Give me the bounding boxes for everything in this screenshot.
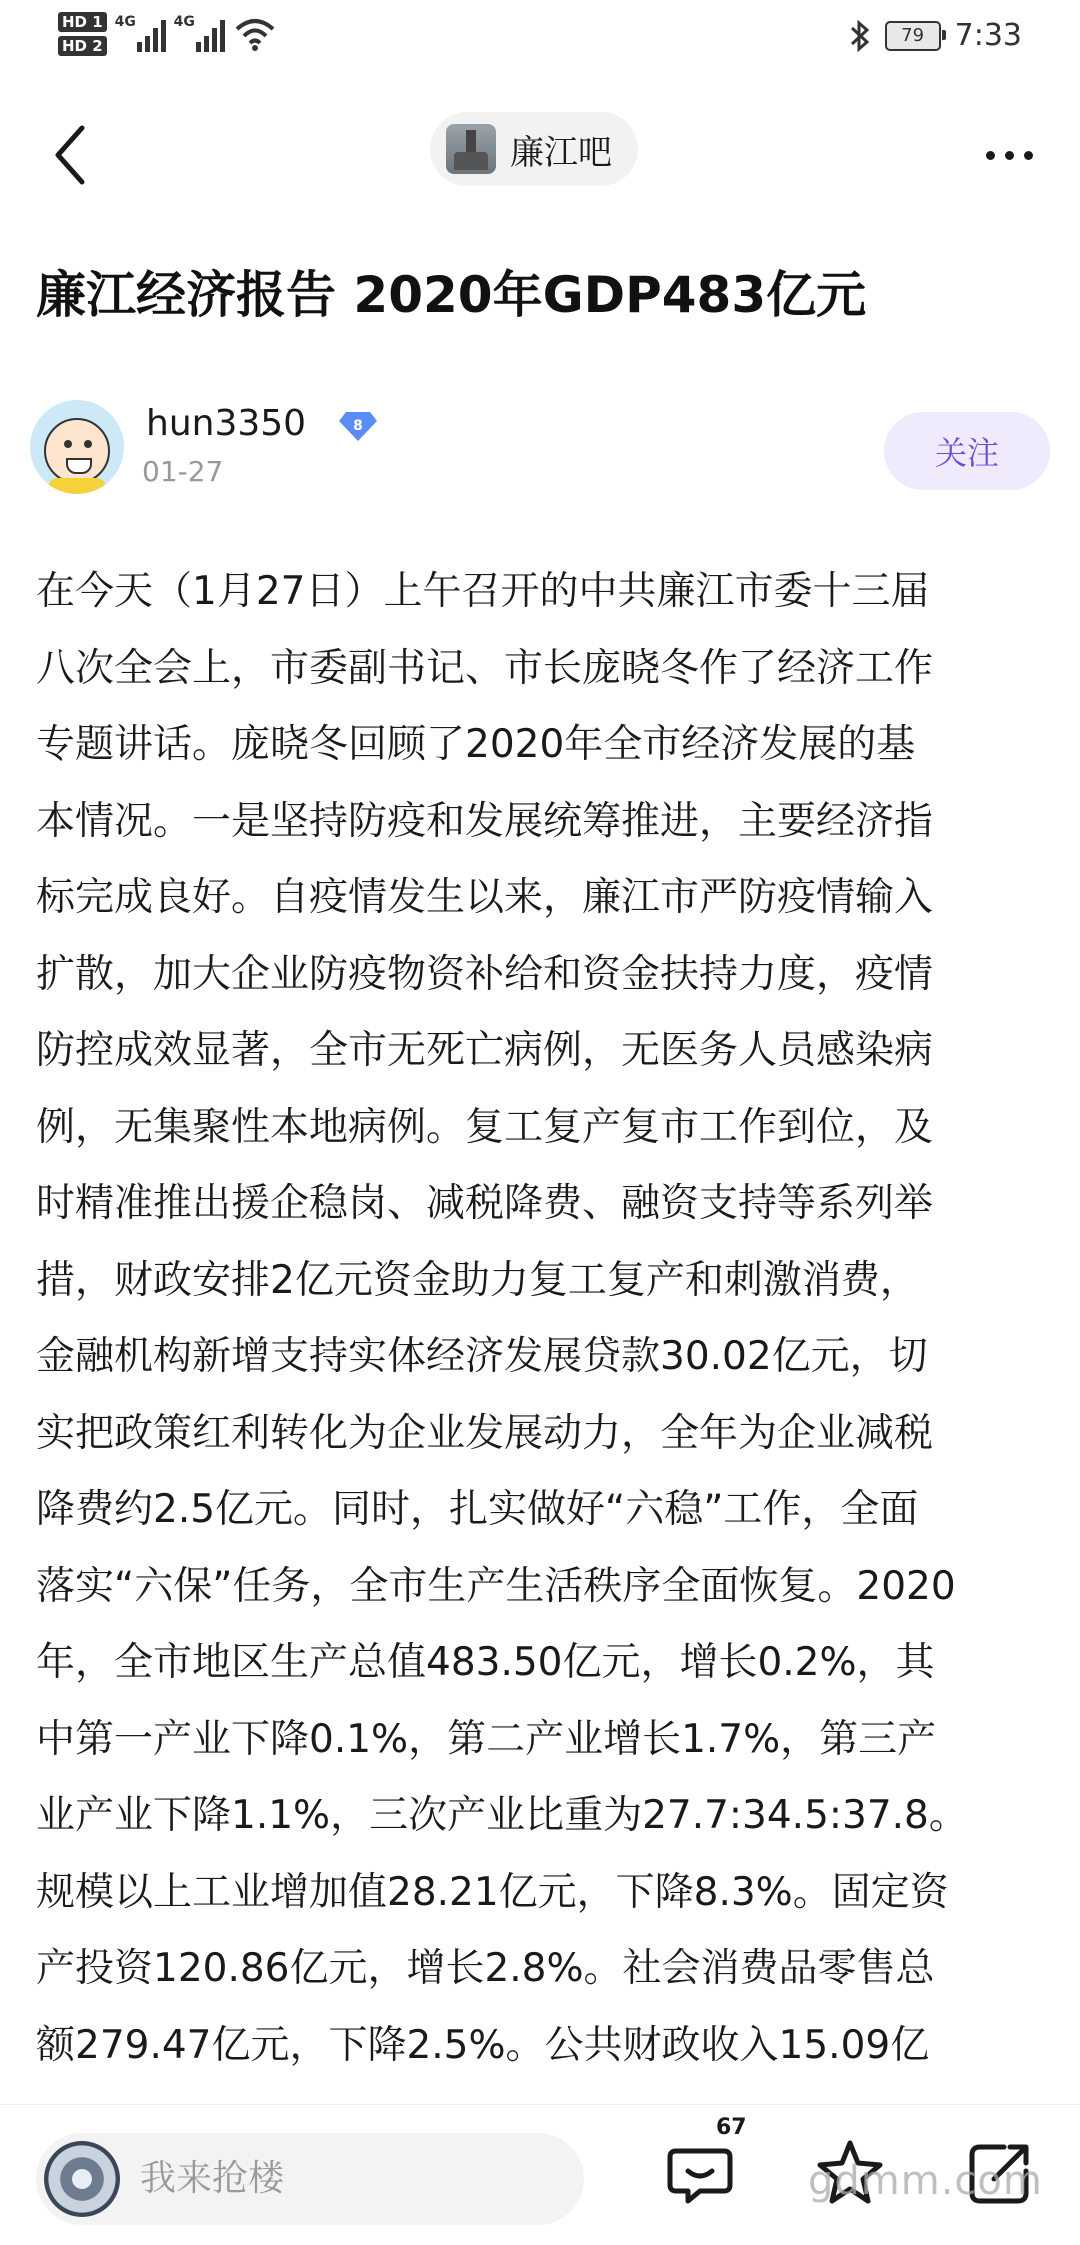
- wifi-icon: [235, 17, 275, 51]
- network-type-1: 4G: [114, 14, 136, 30]
- comment-icon: [660, 2133, 740, 2213]
- status-right: [849, 18, 1022, 53]
- hd-indicators: [58, 12, 107, 56]
- battery-icon: [885, 21, 941, 51]
- forum-name: 廉江吧: [510, 132, 612, 173]
- level-number: 8: [353, 418, 363, 434]
- hd2-badge: HD 2: [58, 36, 107, 56]
- network-type-2: 4G: [173, 14, 195, 30]
- avatar-face: [44, 418, 110, 484]
- post-date: 01-27: [142, 455, 224, 488]
- signal-icon-1: [114, 14, 166, 52]
- status-bar: [0, 0, 1080, 80]
- post-title: 廉江经济报告 2020年GDP483亿元: [36, 266, 867, 324]
- comment-button[interactable]: [660, 2133, 740, 2213]
- comment-count: 67: [716, 2115, 747, 2140]
- clock: 7:33: [954, 18, 1022, 53]
- back-arrow-icon: [44, 120, 104, 190]
- post-body: 在今天（1月27日）上午召开的中共廉江市委十三届 八次全会上，市委副书记、市长庞晓冬作了经济工作 专题讲话。庞晓冬回顾了2020年全市经济发展的基 本情况。一是坚持防疫和发展统筹推进，主要经济指 标完成良好。自疫情发生以来，廉江市严防疫情输入 扩散，加大企业防疫物资补给和资金扶持力度，疫情 防控成效显著，全市无死亡病例，无医务人员感染病 例，无集聚性本地病例。复工复产复市工作到位，及 时精准推出援企稳岗、减税降费、融资支持等系列举 措，财政安排2亿元资金助力复工复产和刺激消费， 金融机构新增支持实体经济发展贷款30.02亿元，切 实把政策红利转化为企业发展动力，全年为企业减税 降费约2.5亿元。同时，扎实做好“六稳”工作，全面 落实“六保”任务，全市生产生活秩序全面恢复。2020 年，全市地区生产总值483.50亿元，增长0.2%，其 中第一产业下降0.1%，第二产业增长1.7%，第三产 业产业下降1.1%，三次产业比重为27.7:34.5:37.8。 规模以上工业增加值28.21亿元，下降8.3%。固定资 产投资120.86亿元，增长2.8%。社会消费品零售总 额279.47亿元，下降2.5%。公共财政收入15.09亿: [36, 569, 968, 2068]
- more-icon: [986, 151, 995, 160]
- follow-button[interactable]: 关注: [884, 412, 1050, 490]
- battery-level: 79: [901, 25, 925, 46]
- status-left: [58, 12, 275, 56]
- forum-logo: [446, 124, 496, 174]
- back-button[interactable]: [44, 120, 104, 190]
- level-diamond-icon: [338, 410, 378, 442]
- watermark: gdmm.com: [808, 2158, 1043, 2204]
- reply-input[interactable]: [36, 2133, 584, 2225]
- top-nav: [0, 100, 1080, 210]
- bluetooth-icon: [849, 19, 871, 53]
- my-avatar: [44, 2141, 120, 2217]
- author-name[interactable]: hun3350: [146, 403, 307, 444]
- reply-placeholder: 我来抢楼: [140, 2158, 285, 2199]
- author-row: [30, 400, 1050, 500]
- signal-icon-2: [173, 14, 225, 52]
- hd1-badge: HD 1: [58, 12, 107, 32]
- avatar[interactable]: [30, 400, 124, 494]
- forum-pill[interactable]: [430, 112, 638, 186]
- more-button[interactable]: [974, 130, 1044, 180]
